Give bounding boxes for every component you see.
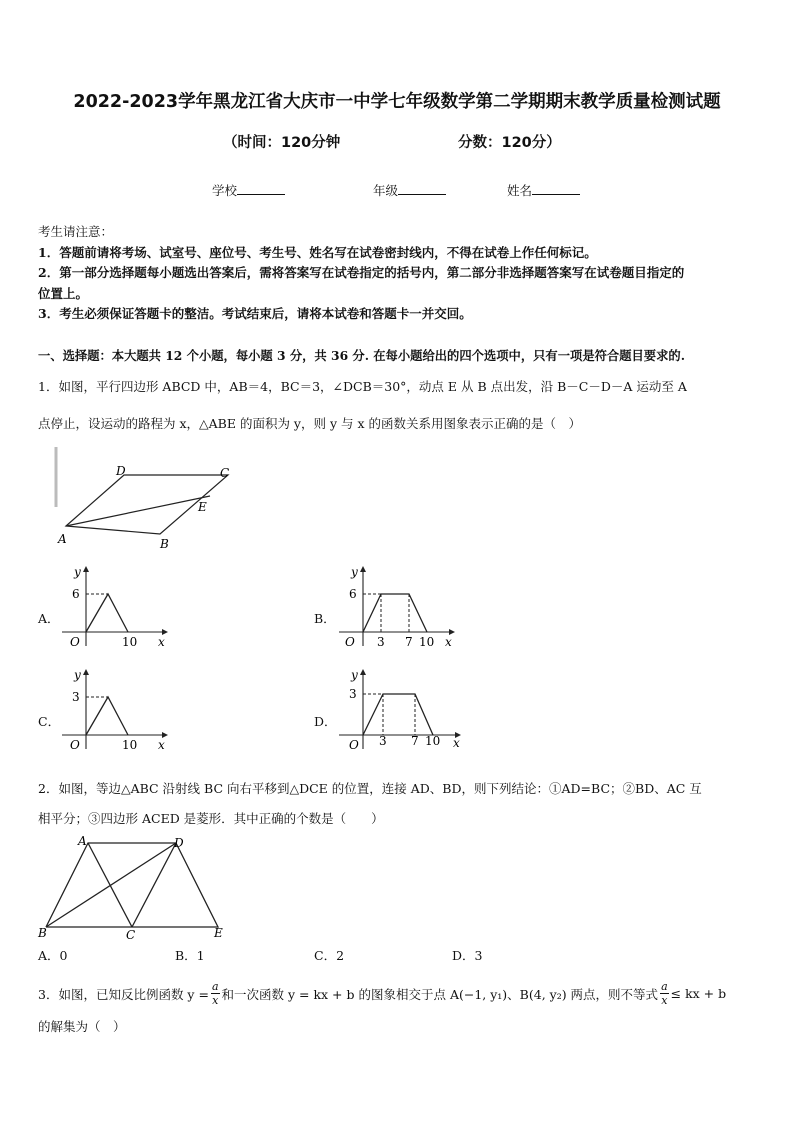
label-c: C [220, 466, 230, 480]
section1-heading: 一、选择题：本大题共 12 个小题，每小题 3 分，共 36 分. 在每小题给出的四个选项中，只有一项是符合题目要求的. [38, 348, 685, 363]
tick-x2: 7 [405, 635, 413, 649]
q1-option-c-label: C． [38, 714, 61, 729]
tick-ymax: 6 [72, 587, 80, 601]
graph-line [363, 694, 433, 735]
grade-label: 年级 [373, 183, 399, 198]
axis-y-label: y [74, 668, 81, 682]
q1-option-d-graph [335, 667, 467, 753]
q1-line2: 点停止，设运动的路程为 x，△ABE 的面积为 y，则 y 与 x 的函数关系用图象表示正确的是（ ） [38, 416, 581, 431]
school-field [212, 181, 285, 199]
label-e: E [214, 926, 223, 940]
notice-item-1: 1．答题前请将考场、试室号、座位号、考生号、姓名写在试卷密封线内，不得在试卷上作任何标记。 [38, 245, 597, 260]
q1-option-a-label: A． [38, 611, 60, 626]
tick-xend: 10 [122, 635, 138, 649]
label-e: E [198, 500, 207, 514]
name-blank [532, 184, 580, 195]
q2-option-b: B．1 [175, 948, 205, 963]
q2-triangle-figure [34, 833, 234, 943]
axis-y-label: y [74, 565, 81, 579]
q1-line1: 1．如图，平行四边形 ABCD 中，AB＝4，BC＝3，∠DCB＝30°，动点 E 从 B 点出发，沿 B－C－D－A 运动至 A [38, 379, 687, 394]
q3-text-a: 3．如图，已知反比例函数 y = [38, 986, 209, 1002]
name-field [507, 181, 580, 199]
q3-fraction-1 [211, 980, 220, 1007]
label-b: B [160, 537, 169, 551]
page-title: 2022-2023学年黑龙江省大庆市一中学七年级数学第二学期期末教学质量检测试题 [73, 92, 721, 112]
origin-label: O [70, 635, 80, 649]
q3-frac-den-2: x [661, 994, 668, 1007]
tick-x2: 7 [411, 734, 419, 748]
q3-frac-den: x [212, 994, 219, 1007]
q2-option-d: D．3 [452, 948, 483, 963]
axis-y-label: y [351, 565, 358, 579]
q3-text-b: 和一次函数 y = kx + b 的图象相交于点 A(−1, y₁)、B(4, y₂) 两点，则不等式 [221, 986, 659, 1002]
q3-fraction-2 [660, 980, 669, 1007]
q2-line1: 2．如图，等边△ABC 沿射线 BC 向右平移到△DCE 的位置，连接 AD、BD，则下列结论：①AD=BC；②BD、AC 互 [38, 781, 702, 796]
tick-xend: 10 [122, 738, 138, 752]
label-b: B [38, 926, 47, 940]
q3-frac-num-2: a [661, 980, 668, 993]
tick-ymax: 6 [349, 587, 357, 601]
segment-ae [66, 496, 210, 526]
graph-line [363, 594, 427, 632]
q3-frac-num: a [211, 980, 219, 993]
tick-xend: 10 [425, 734, 441, 748]
label-d: D [116, 464, 126, 478]
origin-label: O [70, 738, 80, 752]
y-arrow [83, 669, 89, 675]
notice-item-3: 3．考生必须保证答题卡的整洁。考试结束后，请将本试卷和答题卡一并交回。 [38, 306, 472, 321]
label-d: D [174, 836, 184, 850]
q1-option-b-graph [335, 564, 460, 650]
tick-ymax: 3 [349, 687, 357, 701]
grade-blank [398, 184, 446, 195]
label-a: A [58, 532, 67, 546]
school-label: 学校 [212, 183, 238, 198]
tick-x1: 3 [377, 635, 385, 649]
notice-item-2-cont: 位置上。 [38, 286, 89, 301]
q3-line1 [38, 980, 726, 1007]
tick-x1: 3 [379, 734, 387, 748]
segment-cd [132, 843, 176, 927]
segment-bd [46, 843, 176, 927]
outline-abde [46, 843, 218, 927]
label-a: A [78, 834, 87, 848]
score-label: 分数：120分） [458, 135, 561, 151]
axis-x-label: x [453, 736, 460, 750]
y-arrow [360, 566, 366, 572]
tick-ymax: 3 [72, 690, 80, 704]
q1-option-a-graph [58, 564, 170, 650]
q1-option-c-graph [58, 667, 170, 753]
axis-x-label: x [445, 635, 452, 649]
q1-option-d-label: D． [314, 714, 337, 729]
y-arrow [83, 566, 89, 572]
origin-label: O [349, 738, 359, 752]
label-c: C [126, 928, 136, 942]
graph-line [86, 697, 128, 735]
q3-text-c: ≤ kx + b [670, 986, 727, 1001]
q2-line2: 相平分；③四边形 ACED 是菱形．其中正确的个数是（ ） [38, 811, 384, 826]
tick-xend: 10 [419, 635, 435, 649]
axis-x-label: x [158, 635, 165, 649]
axis-y-label: y [351, 668, 358, 682]
grade-field [373, 181, 446, 199]
y-arrow [360, 669, 366, 675]
q2-option-c: C．2 [314, 948, 345, 963]
notice-item-2: 2．第一部分选择题每小题选出答案后，需将答案写在试卷指定的括号内，第二部分非选择题答案写在试卷题目指定的 [38, 265, 685, 280]
q1-option-b-label: B． [314, 611, 336, 626]
origin-label: O [345, 635, 355, 649]
name-label: 姓名 [507, 183, 533, 198]
q2-option-a: A．0 [38, 948, 68, 963]
graph-line [86, 594, 128, 632]
q3-line2: 的解集为（ ） [38, 1019, 126, 1034]
axis-x-label: x [158, 738, 165, 752]
school-blank [237, 184, 285, 195]
notice-heading: 考生请注意： [38, 224, 114, 239]
q1-parallelogram-figure [48, 447, 248, 552]
time-label: （时间：120分钟 [223, 135, 341, 151]
